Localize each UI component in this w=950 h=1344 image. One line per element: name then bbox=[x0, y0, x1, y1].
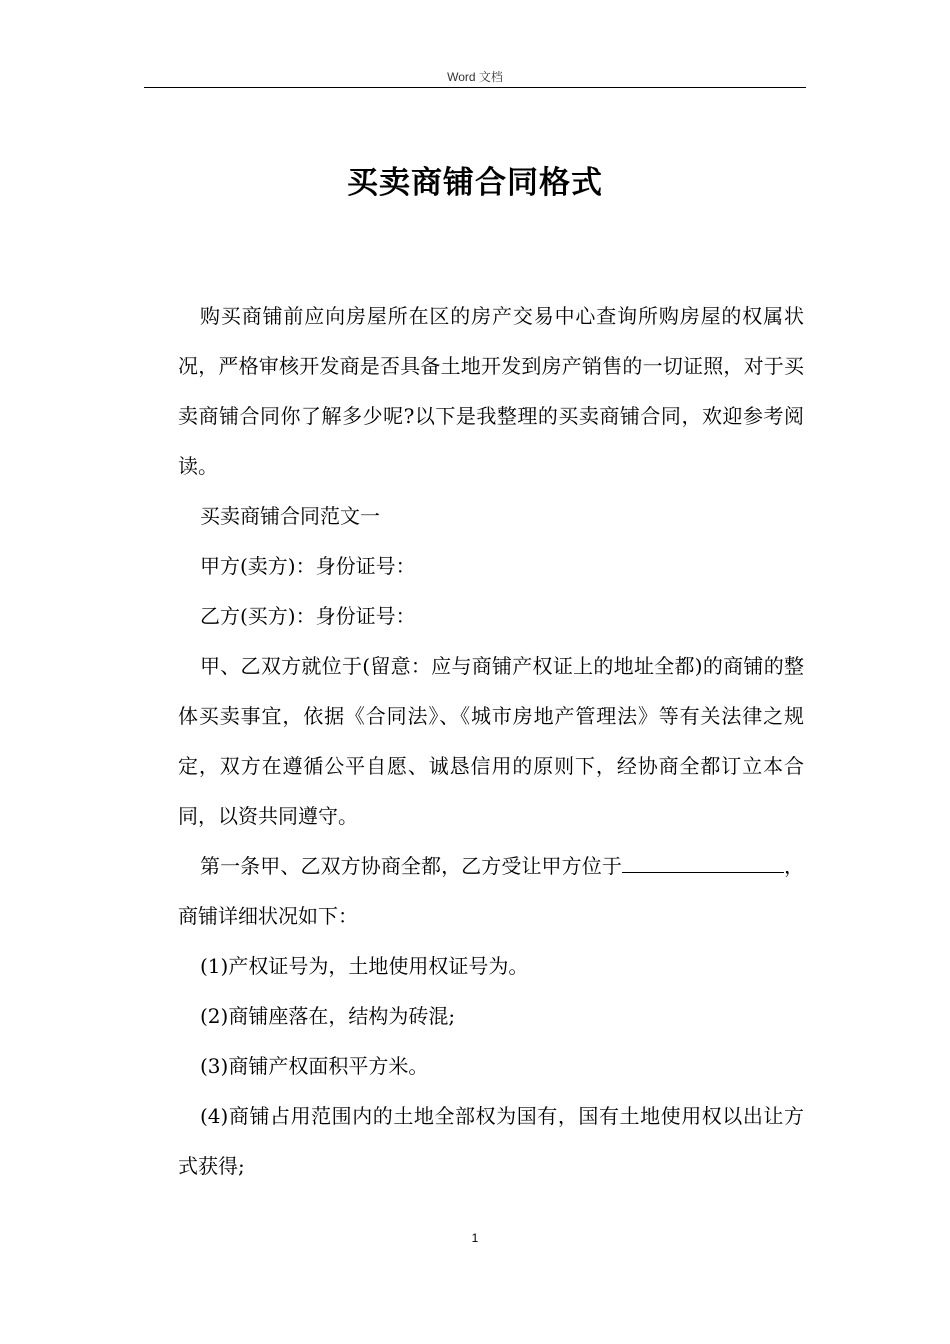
document-title: 买卖商铺合同格式 bbox=[347, 165, 603, 201]
blank-underline bbox=[622, 850, 754, 873]
page-header: Word 文档 bbox=[447, 70, 503, 84]
party-a-line: 甲方(卖方)：身份证号： bbox=[200, 554, 416, 578]
section-heading: 买卖商铺合同范文一 bbox=[200, 504, 380, 528]
intro-paragraph: 购买商铺前应向房屋所在区的房产交易中心查询所购房屋的权属状况，严格审核开发商是否具备土地开发到房产销售的一切证照，对于买卖商铺合同你了解多少呢?以下是我整理的买卖商铺合同，欢迎参考阅读。 bbox=[178, 304, 804, 478]
clause-1 bbox=[178, 841, 804, 941]
party-b-line: 乙方(买方)：身份证号： bbox=[200, 604, 416, 628]
item-3: (3)商铺产权面积平方米。 bbox=[200, 1054, 429, 1078]
clause-1-text-end: ，商铺详细状况如下： bbox=[178, 854, 805, 928]
item-1: (1)产权证号为，土地使用权证号为。 bbox=[200, 954, 529, 978]
item-4: (4)商铺占用范围内的土地全部权为国有，国有土地使用权以出让方式获得; bbox=[178, 1104, 804, 1178]
page-number: 1 bbox=[471, 1231, 479, 1245]
item-2: (2)商铺座落在，结构为砖混; bbox=[200, 1004, 456, 1028]
clause-1-text: 第一条甲、乙双方协商全都，乙方受让甲方位于 bbox=[200, 854, 622, 878]
document-body bbox=[178, 291, 804, 1191]
agreement-paragraph: 甲、乙双方就位于(留意：应与商铺产权证上的地址全都)的商铺的整体买卖事宜，依据《合同法》、《城市房地产管理法》等有关法律之规定，双方在遵循公平自愿、诚恳信用的原则下，经协商全都订立本合同，以资共同遵守。 bbox=[178, 654, 804, 828]
blank-underline-continued bbox=[754, 850, 784, 873]
header-divider bbox=[144, 87, 806, 88]
